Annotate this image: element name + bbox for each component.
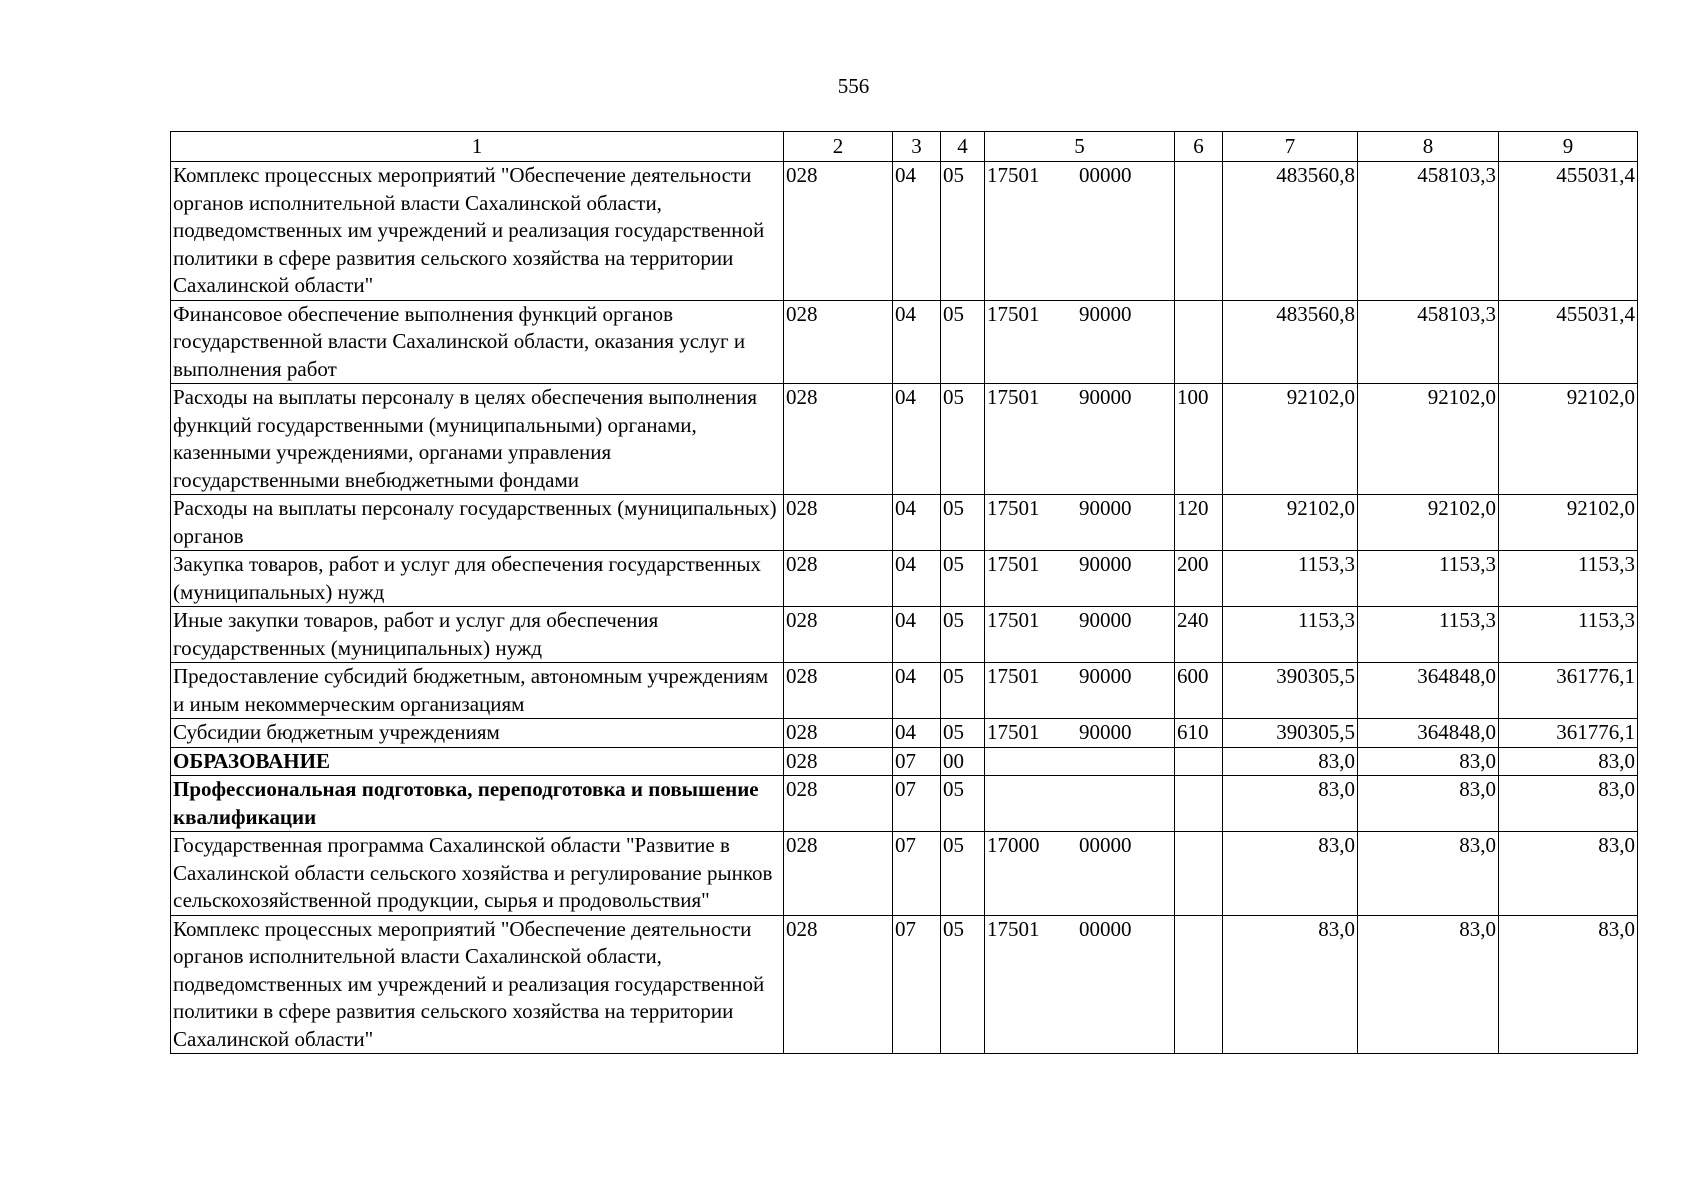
page-number: 556 — [837, 74, 870, 98]
row-description: Субсидии бюджетным учреждениям — [171, 719, 784, 748]
column-header: 3 — [893, 132, 941, 162]
subsection-code: 05 — [941, 300, 985, 384]
amount-year-2: 458103,3 — [1358, 162, 1499, 301]
amount-year-1: 92102,0 — [1223, 384, 1358, 495]
expense-type-code — [1175, 747, 1223, 776]
amount-year-1: 83,0 — [1223, 832, 1358, 916]
amount-year-2: 83,0 — [1358, 832, 1499, 916]
target-article-code — [985, 832, 1175, 916]
row-description: Профессиональная подготовка, переподготовка и повышение квалификации — [171, 776, 784, 832]
subsection-code: 05 — [941, 832, 985, 916]
program-code: 17501 — [987, 385, 1040, 409]
amount-year-2: 92102,0 — [1358, 384, 1499, 495]
column-header: 2 — [784, 132, 893, 162]
section-code: 04 — [893, 162, 941, 301]
expense-type-code: 120 — [1175, 495, 1223, 551]
table-row — [171, 663, 1638, 719]
program-code: 17501 — [987, 163, 1040, 187]
section-code: 07 — [893, 915, 941, 1054]
admin-code: 028 — [784, 300, 893, 384]
amount-year-3: 92102,0 — [1499, 384, 1638, 495]
direction-code: 90000 — [1079, 496, 1132, 520]
amount-year-2: 83,0 — [1358, 776, 1499, 832]
program-code: 17501 — [987, 664, 1040, 688]
amount-year-3: 83,0 — [1499, 832, 1638, 916]
program-code: 17501 — [987, 552, 1040, 576]
table-row — [171, 162, 1638, 301]
target-article-code — [985, 747, 1175, 776]
expense-type-code: 200 — [1175, 551, 1223, 607]
table-row — [171, 747, 1638, 776]
target-article-code — [985, 915, 1175, 1054]
target-article-code — [985, 776, 1175, 832]
amount-year-1: 390305,5 — [1223, 719, 1358, 748]
amount-year-3: 455031,4 — [1499, 162, 1638, 301]
amount-year-2: 92102,0 — [1358, 495, 1499, 551]
subsection-code: 05 — [941, 551, 985, 607]
column-header: 4 — [941, 132, 985, 162]
amount-year-3: 83,0 — [1499, 747, 1638, 776]
section-code: 04 — [893, 551, 941, 607]
column-header: 5 — [985, 132, 1175, 162]
row-description: Иные закупки товаров, работ и услуг для обеспечения государственных (муниципальных) нужд — [171, 607, 784, 663]
row-description: Закупка товаров, работ и услуг для обеспечения государственных (муниципальных) нужд — [171, 551, 784, 607]
section-code: 04 — [893, 384, 941, 495]
column-header: 1 — [171, 132, 784, 162]
amount-year-1: 83,0 — [1223, 915, 1358, 1054]
direction-code: 90000 — [1079, 720, 1132, 744]
column-header: 6 — [1175, 132, 1223, 162]
amount-year-2: 83,0 — [1358, 915, 1499, 1054]
row-description: Финансовое обеспечение выполнения функций органов государственной власти Сахалинской области, оказания услуг и выполнения работ — [171, 300, 784, 384]
direction-code: 90000 — [1079, 608, 1132, 632]
program-code: 17501 — [987, 301, 1040, 326]
amount-year-3: 1153,3 — [1499, 607, 1638, 663]
admin-code: 028 — [784, 495, 893, 551]
row-description: Расходы на выплаты персоналу государственных (муниципальных) органов — [171, 495, 784, 551]
admin-code: 028 — [784, 384, 893, 495]
amount-year-1: 483560,8 — [1223, 162, 1358, 301]
direction-code: 90000 — [1079, 664, 1132, 688]
column-header: 7 — [1223, 132, 1358, 162]
amount-year-3: 455031,4 — [1499, 300, 1638, 384]
expense-type-code — [1175, 162, 1223, 301]
amount-year-3: 1153,3 — [1499, 551, 1638, 607]
amount-year-1: 390305,5 — [1223, 663, 1358, 719]
section-code: 07 — [893, 832, 941, 916]
amount-year-3: 92102,0 — [1499, 495, 1638, 551]
admin-code: 028 — [784, 719, 893, 748]
subsection-code: 05 — [941, 915, 985, 1054]
expense-type-code: 610 — [1175, 719, 1223, 748]
table-row — [171, 776, 1638, 832]
amount-year-2: 364848,0 — [1358, 719, 1499, 748]
program-code: 17501 — [987, 916, 1040, 941]
program-code: 17501 — [987, 720, 1040, 744]
amount-year-1: 83,0 — [1223, 776, 1358, 832]
target-article-code — [985, 300, 1175, 384]
section-code: 07 — [893, 747, 941, 776]
subsection-code: 05 — [941, 162, 985, 301]
admin-code: 028 — [784, 776, 893, 832]
direction-code: 90000 — [1079, 385, 1132, 409]
expense-type-code — [1175, 776, 1223, 832]
column-header: 8 — [1358, 132, 1499, 162]
admin-code: 028 — [784, 162, 893, 301]
target-article-code — [985, 495, 1175, 551]
program-code: 17501 — [987, 608, 1040, 632]
direction-code: 00000 — [1079, 163, 1132, 187]
expense-type-code: 600 — [1175, 663, 1223, 719]
amount-year-1: 1153,3 — [1223, 551, 1358, 607]
target-article-code — [985, 663, 1175, 719]
row-description: Комплекс процессных мероприятий "Обеспечение деятельности органов исполнительной власти Сахалинской области, подведомственных им учреждений и реализация государственной политики в сфере развития сельского хозяйства на территории Сахалинской области" — [171, 915, 784, 1054]
section-code: 04 — [893, 607, 941, 663]
section-code: 04 — [893, 495, 941, 551]
amount-year-2: 83,0 — [1358, 747, 1499, 776]
direction-code: 90000 — [1079, 301, 1132, 326]
amount-year-2: 364848,0 — [1358, 663, 1499, 719]
table-row — [171, 384, 1638, 495]
table-row — [171, 551, 1638, 607]
amount-year-1: 483560,8 — [1223, 300, 1358, 384]
target-article-code — [985, 384, 1175, 495]
section-code: 04 — [893, 663, 941, 719]
amount-year-2: 1153,3 — [1358, 551, 1499, 607]
table-row — [171, 832, 1638, 916]
direction-code: 90000 — [1079, 552, 1132, 576]
admin-code: 028 — [784, 663, 893, 719]
admin-code: 028 — [784, 915, 893, 1054]
amount-year-2: 458103,3 — [1358, 300, 1499, 384]
row-description: Расходы на выплаты персоналу в целях обеспечения выполнения функций государственными (муниципальными) органами, казенными учреждениями, органами управления государственными внебюджетными фондами — [171, 384, 784, 495]
direction-code: 00000 — [1079, 916, 1132, 941]
admin-code: 028 — [784, 551, 893, 607]
amount-year-3: 361776,1 — [1499, 663, 1638, 719]
row-description: Предоставление субсидий бюджетным, автономным учреждениям и иным некоммерческим организациям — [171, 663, 784, 719]
target-article-code — [985, 607, 1175, 663]
table-row — [171, 915, 1638, 1054]
amount-year-3: 83,0 — [1499, 776, 1638, 832]
program-code: 17000 — [987, 833, 1040, 857]
admin-code: 028 — [784, 747, 893, 776]
amount-year-2: 1153,3 — [1358, 607, 1499, 663]
subsection-code: 05 — [941, 776, 985, 832]
target-article-code — [985, 719, 1175, 748]
table-header-row — [171, 132, 1638, 162]
table-row — [171, 300, 1638, 384]
table-row — [171, 495, 1638, 551]
row-description: ОБРАЗОВАНИЕ — [171, 747, 784, 776]
column-header: 9 — [1499, 132, 1638, 162]
admin-code: 028 — [784, 832, 893, 916]
expense-type-code — [1175, 300, 1223, 384]
section-code: 04 — [893, 300, 941, 384]
amount-year-3: 83,0 — [1499, 915, 1638, 1054]
direction-code: 00000 — [1079, 833, 1132, 857]
program-code: 17501 — [987, 496, 1040, 520]
section-code: 04 — [893, 719, 941, 748]
subsection-code: 05 — [941, 719, 985, 748]
subsection-code: 05 — [941, 663, 985, 719]
expense-type-code — [1175, 915, 1223, 1054]
budget-table — [170, 131, 1638, 1054]
table-row — [171, 607, 1638, 663]
expense-type-code: 240 — [1175, 607, 1223, 663]
subsection-code: 05 — [941, 384, 985, 495]
expense-type-code — [1175, 832, 1223, 916]
table-row — [171, 719, 1638, 748]
expense-type-code: 100 — [1175, 384, 1223, 495]
target-article-code — [985, 162, 1175, 301]
amount-year-3: 361776,1 — [1499, 719, 1638, 748]
subsection-code: 05 — [941, 607, 985, 663]
subsection-code: 05 — [941, 495, 985, 551]
section-code: 07 — [893, 776, 941, 832]
amount-year-1: 83,0 — [1223, 747, 1358, 776]
amount-year-1: 92102,0 — [1223, 495, 1358, 551]
target-article-code — [985, 551, 1175, 607]
subsection-code: 00 — [941, 747, 985, 776]
row-description: Комплекс процессных мероприятий "Обеспечение деятельности органов исполнительной власти Сахалинской области, подведомственных им учреждений и реализация государственной политики в сфере развития сельского хозяйства на территории Сахалинской области" — [171, 162, 784, 301]
amount-year-1: 1153,3 — [1223, 607, 1358, 663]
admin-code: 028 — [784, 607, 893, 663]
row-description: Государственная программа Сахалинской области "Развитие в Сахалинской области сельского хозяйства и регулирование рынков сельскохозяйственной продукции, сырья и продовольствия" — [171, 832, 784, 916]
